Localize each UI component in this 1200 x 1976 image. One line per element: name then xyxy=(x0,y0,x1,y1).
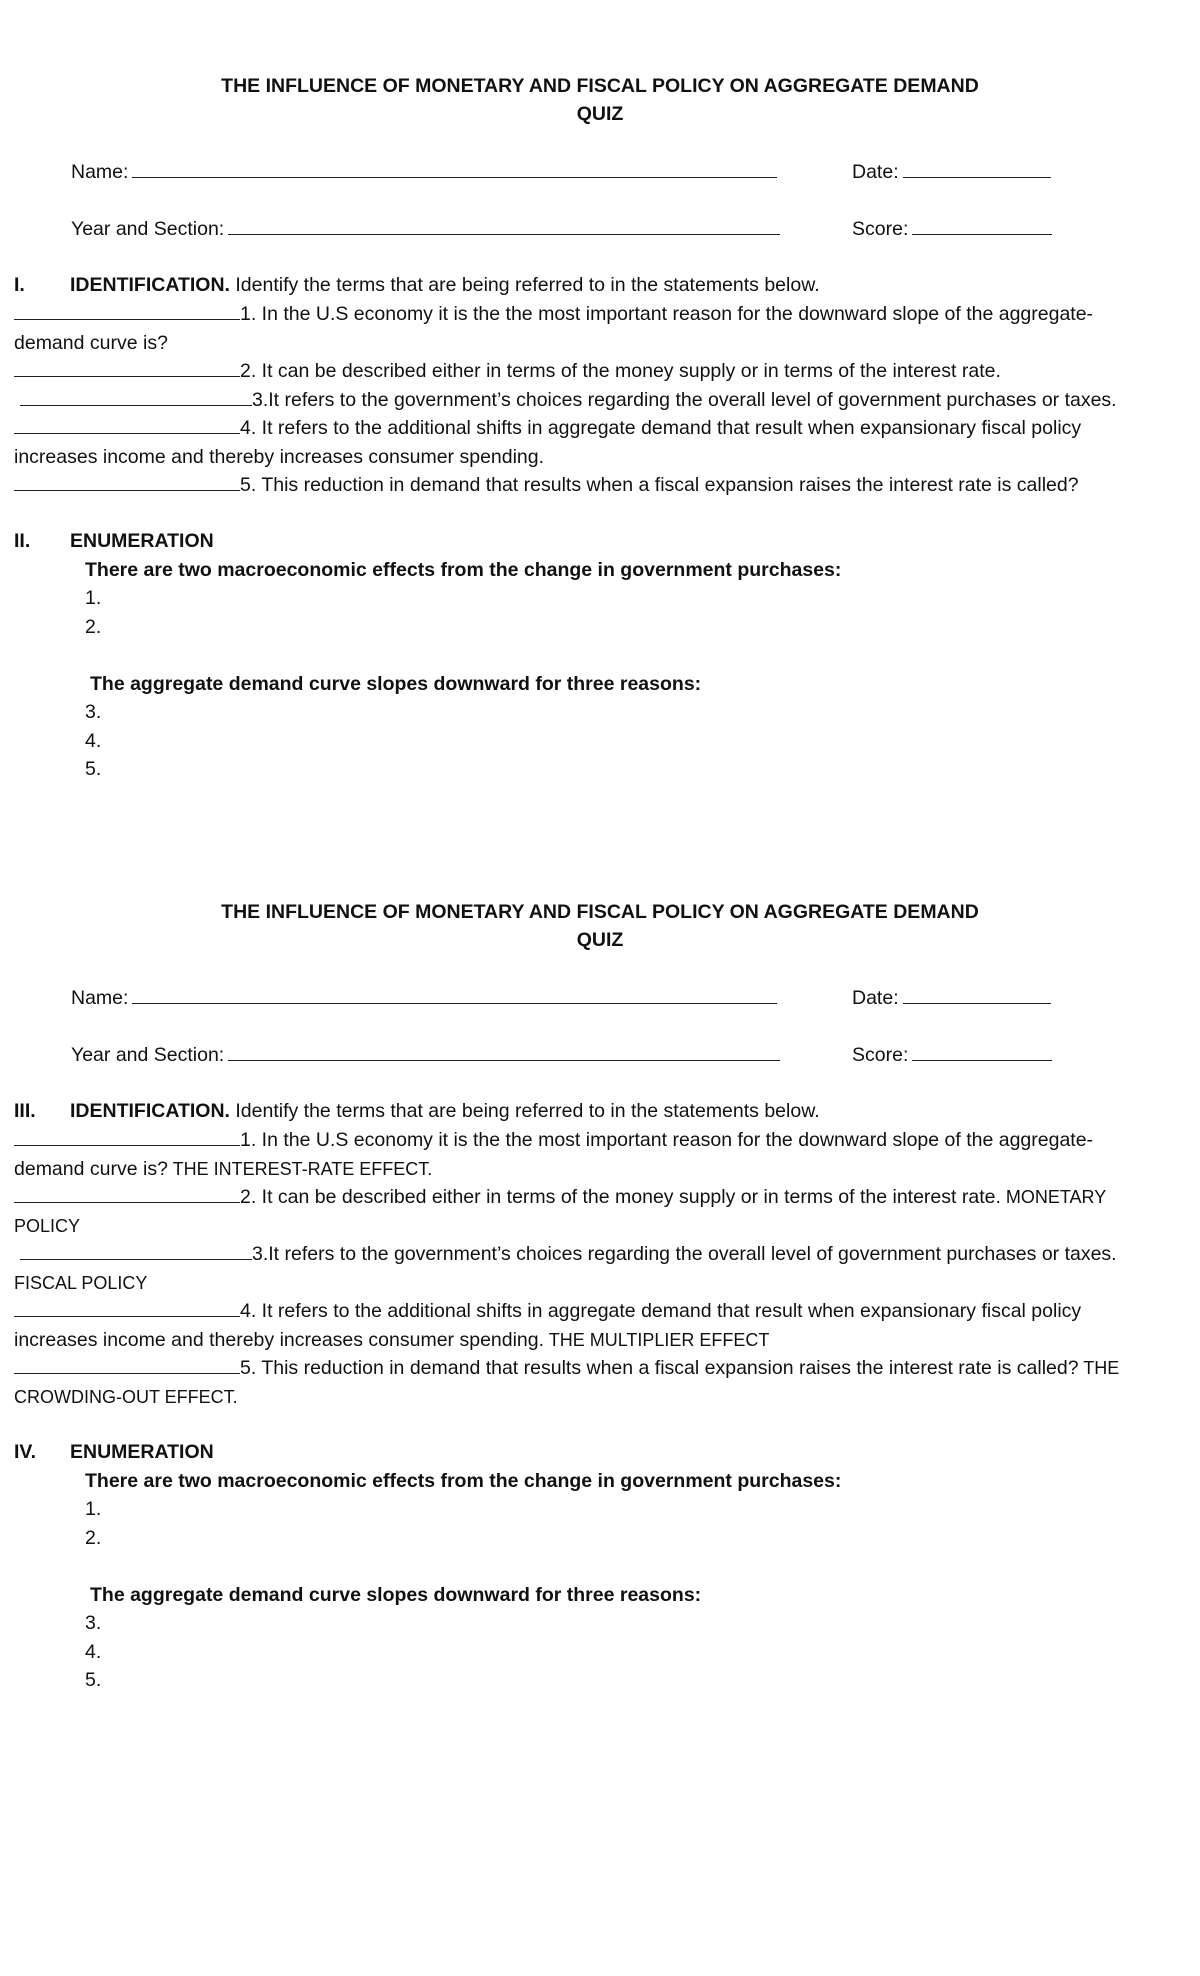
date-blank[interactable] xyxy=(903,157,1051,178)
name-blank[interactable] xyxy=(132,157,777,178)
section-numeral: I. xyxy=(14,274,25,296)
identification-item xyxy=(14,413,1134,471)
item-text: 5. This reduction in demand that results when a fiscal expansion raises the interest rate is called? xyxy=(240,1357,1079,1379)
score-label: Score: xyxy=(852,1044,909,1066)
enumeration-number: 4. xyxy=(85,1641,102,1663)
answer-blank[interactable] xyxy=(14,1125,240,1146)
answer-blank[interactable] xyxy=(14,1182,240,1203)
section-instruction: Identify the terms that are being referred to in the statements below. xyxy=(229,1100,820,1122)
enumeration-prompt: The aggregate demand curve slopes downward for three reasons: xyxy=(90,673,702,695)
item-answer: MONETARY POLICY xyxy=(14,1187,1106,1236)
item-text: 1. In the U.S economy it is the the most important reason for the downward slope of the aggregate-demand curve is? xyxy=(14,1129,1094,1180)
enumeration-number: 3. xyxy=(85,1612,102,1634)
year-section-field xyxy=(71,214,780,243)
item-text: 1. In the U.S economy it is the the most important reason for the downward slope of the aggregate-demand curve is? xyxy=(14,303,1094,354)
answer-blank[interactable] xyxy=(14,470,240,491)
answer-blank[interactable] xyxy=(14,356,240,377)
enumeration-number: 4. xyxy=(85,730,102,752)
item-text: 2. It can be described either in terms of the money supply or in terms of the interest rate. xyxy=(240,1186,1001,1208)
section-label: IDENTIFICATION. xyxy=(70,1100,230,1122)
identification-item xyxy=(14,1353,1134,1411)
score-label: Score: xyxy=(852,218,909,240)
identification-item xyxy=(14,1182,1134,1240)
quiz-title: THE INFLUENCE OF MONETARY AND FISCAL POLICY ON AGGREGATE DEMAND xyxy=(221,75,979,97)
quiz-subtitle: QUIZ xyxy=(576,929,624,951)
enumeration-number: 2. xyxy=(85,616,102,638)
section-label: ENUMERATION xyxy=(70,530,214,552)
name-label: Name: xyxy=(71,161,129,183)
answer-blank[interactable] xyxy=(14,1296,240,1317)
year-section-blank[interactable] xyxy=(228,1040,780,1061)
year-section-label: Year and Section: xyxy=(71,1044,225,1066)
answer-blank[interactable] xyxy=(14,299,240,320)
answer-blank[interactable] xyxy=(20,1239,252,1260)
enumeration-number: 1. xyxy=(85,1498,102,1520)
score-field xyxy=(852,214,1052,243)
section-instruction: Identify the terms that are being referred to in the statements below. xyxy=(229,274,820,296)
section-numeral: III. xyxy=(14,1100,36,1122)
enumeration-number: 5. xyxy=(85,1669,102,1691)
date-field xyxy=(852,157,1051,186)
item-text: 2. It can be described either in terms of the money supply or in terms of the interest rate. xyxy=(240,360,1001,382)
enumeration-heading xyxy=(14,527,214,555)
identification-item xyxy=(14,385,1134,415)
year-section-label: Year and Section: xyxy=(71,218,225,240)
name-label: Name: xyxy=(71,987,129,1009)
answer-blank[interactable] xyxy=(14,1353,240,1374)
identification-item xyxy=(14,1239,1134,1297)
date-blank[interactable] xyxy=(903,983,1051,1004)
identification-item xyxy=(14,299,1134,357)
year-section-field xyxy=(71,1040,780,1069)
item-text: 3.It refers to the government’s choices regarding the overall level of government purchases or taxes. xyxy=(252,389,1117,411)
enumeration-prompt: There are two macroeconomic effects from the change in government purchases: xyxy=(85,559,842,581)
date-label: Date: xyxy=(852,987,899,1009)
identification-item xyxy=(14,1296,1134,1354)
answer-blank[interactable] xyxy=(20,385,252,406)
identification-heading xyxy=(14,271,820,299)
quiz-subtitle: QUIZ xyxy=(576,103,624,125)
date-field xyxy=(852,983,1051,1012)
name-blank[interactable] xyxy=(132,983,777,1004)
enumeration-number: 3. xyxy=(85,701,102,723)
section-numeral: II. xyxy=(14,530,31,552)
item-answer: THE MULTIPLIER EFFECT xyxy=(544,1329,770,1350)
score-blank[interactable] xyxy=(912,214,1052,235)
item-answer: FISCAL POLICY xyxy=(14,1272,148,1293)
identification-item xyxy=(14,1125,1134,1183)
section-numeral: IV. xyxy=(14,1441,37,1463)
item-answer: THE INTEREST-RATE EFFECT. xyxy=(167,1158,433,1179)
enumeration-prompt: The aggregate demand curve slopes downward for three reasons: xyxy=(90,1584,702,1606)
item-text: 5. This reduction in demand that results when a fiscal expansion raises the interest rate is called? xyxy=(240,474,1079,496)
answer-blank[interactable] xyxy=(14,413,240,434)
score-field xyxy=(852,1040,1052,1069)
item-answer: THE CROWDING-OUT EFFECT. xyxy=(14,1358,1120,1407)
enumeration-number: 2. xyxy=(85,1527,102,1549)
enumeration-prompt: There are two macroeconomic effects from the change in government purchases: xyxy=(85,1470,842,1492)
enumeration-heading xyxy=(14,1438,214,1466)
quiz-title: THE INFLUENCE OF MONETARY AND FISCAL POLICY ON AGGREGATE DEMAND xyxy=(221,901,979,923)
identification-heading xyxy=(14,1097,820,1125)
enumeration-number: 5. xyxy=(85,758,102,780)
item-text: 4. It refers to the additional shifts in aggregate demand that result when expansionary fiscal policy increases income and thereby increases consumer spending. xyxy=(14,417,1082,468)
item-text: 3.It refers to the government’s choices regarding the overall level of government purchases or taxes. xyxy=(252,1243,1117,1265)
identification-item xyxy=(14,470,1134,500)
date-label: Date: xyxy=(852,161,899,183)
enumeration-number: 1. xyxy=(85,587,102,609)
year-section-blank[interactable] xyxy=(228,214,780,235)
score-blank[interactable] xyxy=(912,1040,1052,1061)
identification-item xyxy=(14,356,1134,386)
section-label: IDENTIFICATION. xyxy=(70,274,230,296)
section-label: ENUMERATION xyxy=(70,1441,214,1463)
item-text: 4. It refers to the additional shifts in aggregate demand that result when expansionary fiscal policy increases income and thereby increases consumer spending. xyxy=(14,1300,1082,1351)
name-field xyxy=(71,157,777,186)
name-field xyxy=(71,983,777,1012)
